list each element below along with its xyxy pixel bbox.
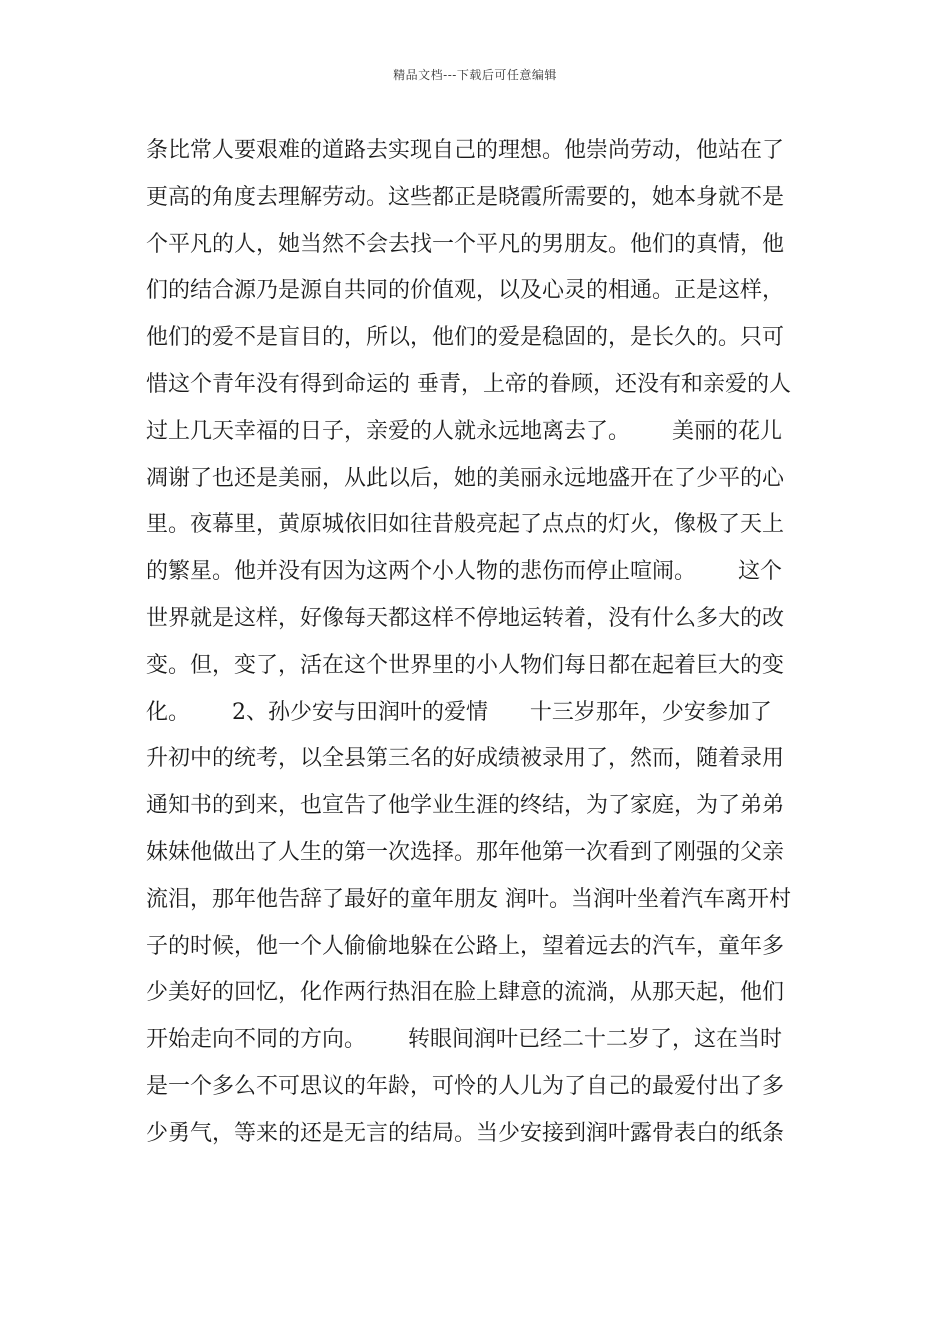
text-line: 条比常人要艰难的道路去实现自己的理想。他崇尚劳动，他站在了 bbox=[146, 138, 785, 163]
body-text bbox=[146, 128, 806, 1158]
text-line: 们的结合源乃是源自共同的价值观，以及心灵的相通。正是这样， bbox=[146, 278, 785, 304]
text-line: 个平凡的人，她当然不会去找一个平凡的男朋友。他们的真情，他 bbox=[146, 231, 785, 257]
text-line: 的繁星。他并没有因为这两个小人物的悲伤而停止喧闹。 这个 bbox=[146, 559, 782, 585]
text-line: 过上几天幸福的日子，亲爱的人就永远地离去了。 美丽的花儿 bbox=[146, 418, 782, 444]
text-line: 惜这个青年没有得到命运的 垂青，上帝的眷顾，还没有和亲爱的人 bbox=[146, 371, 791, 397]
text-line: 通知书的到来，也宣告了他学业生涯的终结，为了家庭，为了弟弟 bbox=[146, 793, 785, 819]
text-line: 凋谢了也还是美丽，从此以后，她的美丽永远地盛开在了少平的心 bbox=[146, 465, 785, 491]
text-line: 化。 2、孙少安与田润叶的爱情 十三岁那年，少安参加了 bbox=[146, 699, 772, 725]
text-line: 他们的爱不是盲目的，所以，他们的爱是稳固的，是长久的。只可 bbox=[146, 325, 785, 351]
page-header: 精品文档---下载后可任意编辑 bbox=[393, 68, 557, 82]
text-line: 里。夜幕里，黄原城依旧如往昔般亮起了点点的灯火，像极了天上 bbox=[146, 512, 785, 538]
text-line: 子的时候，他一个人偷偷地躲在公路上，望着远去的汽车，童年多 bbox=[146, 933, 785, 959]
text-line: 更高的角度去理解劳动。这些都正是晓霞所需要的，她本身就不是 bbox=[146, 184, 785, 210]
text-line: 少勇气，等来的还是无言的结局。当少安接到润叶露骨表白的纸条 bbox=[146, 1120, 785, 1146]
text-line: 流泪，那年他告辞了最好的童年朋友 润叶。当润叶坐着汽车离开村 bbox=[146, 886, 791, 912]
text-line: 是一个多么不可思议的年龄，可怜的人儿为了自己的最爱付出了多 bbox=[146, 1073, 785, 1099]
text-line: 妹妹他做出了人生的第一次选择。那年他第一次看到了刚强的父亲 bbox=[146, 839, 785, 865]
text-line: 世界就是这样，好像每天都这样不停地运转着，没有什么多大的改 bbox=[146, 605, 785, 631]
text-line: 少美好的回忆，化作两行热泪在脸上肆意的流淌，从那天起，他们 bbox=[146, 980, 785, 1006]
text-line: 升初中的统考，以全县第三名的好成绩被录用了，然而，随着录用 bbox=[146, 746, 785, 772]
text-line: 开始走向不同的方向。 转眼间润叶已经二十二岁了，这在当时 bbox=[146, 1027, 782, 1053]
text-line: 变。但，变了，活在这个世界里的小人物们每日都在起着巨大的变 bbox=[146, 652, 785, 678]
